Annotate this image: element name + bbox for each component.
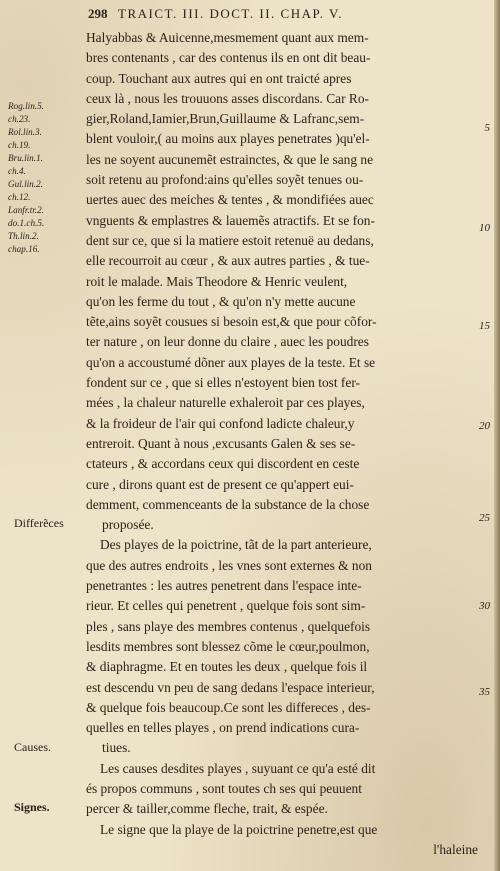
margin-notes xyxy=(8,100,88,256)
margin-note: Th.lin.2. xyxy=(8,231,39,241)
text-line: Les causes desdites playes , suyuant ce qu'a esté dit xyxy=(100,760,376,776)
text-line: les ne soyent aucunemẽt estrainctes, & que le sang ne xyxy=(86,151,374,167)
text-line: és propos communs , sont toutes ch ses qui peuuent xyxy=(86,780,362,796)
text-line: quelles en telles playes , on prend indications cura- xyxy=(86,720,360,736)
margin-note: do.1.ch.5. xyxy=(8,218,45,228)
text-line: & quelque fois beaucoup.Ce sont les differeces , des- xyxy=(86,699,371,715)
text-line: qu'on a accoustumé dõner aux playes de la teste. Et se xyxy=(86,354,376,370)
line-number: 35 xyxy=(479,686,490,698)
text-line: est descendu vn peu de sang dedans l'espace interieur, xyxy=(86,679,375,695)
text-line: uertes auec des meiches & tentes , & mondifiées auec xyxy=(86,192,374,208)
text-line: ceux là , nous les trouuons asses discordans. Car Ro- xyxy=(86,90,370,106)
side-label-signes: Signes. xyxy=(14,800,50,814)
margin-note: Lanfr.tr.2. xyxy=(8,205,44,215)
text-line: fondent sur ce , que si elles n'estoyent bien tost fer- xyxy=(86,375,360,391)
line-number: 30 xyxy=(479,600,490,612)
text-line: ples , sans playe des membres contenus , quelquefois xyxy=(86,618,371,634)
text-line: blent vouloir,( au moins aux playes penetrates )qu'el- xyxy=(86,131,370,147)
margin-note: Rog.lin.5. xyxy=(8,101,44,111)
text-line: Halyabbas & Auicenne,mesmement quant aux mem- xyxy=(86,30,369,45)
text-line: que des autres endroits , les vnes sont externes & non xyxy=(86,557,372,573)
text-line: roit le malade. Mais Theodore & Henric veulent, xyxy=(86,273,348,289)
text-line: soit retenu au profond:ains qu'elles soyẽt tenues ou- xyxy=(86,172,364,188)
margin-note: ch.19. xyxy=(8,140,31,150)
margin-note: Gul.lin.2. xyxy=(8,179,43,189)
text-line: qu'on les ferme du tout , & qu'on n'y mette aucune xyxy=(86,293,356,309)
side-label-causes: Causes. xyxy=(14,740,51,754)
margin-note: ch.4. xyxy=(8,166,26,176)
text-line: tiues. xyxy=(102,740,131,756)
text-line: bres contenants , car des contenus ils en ont dit beau- xyxy=(86,50,371,66)
text-line: Des playes de la poictrine, tãt de la part anterieure, xyxy=(100,537,372,553)
text-line: elle recourroit au cœur , & aux autres parties , & tue- xyxy=(86,253,370,269)
margin-note: Rol.lin.3. xyxy=(8,127,42,137)
page-gutter-shadow xyxy=(494,0,500,871)
text-line: Le signe que la playe de la poictrine penetre,est que xyxy=(100,821,378,837)
running-title: TRAICT. III. DOCT. II. CHAP. V. xyxy=(118,6,344,21)
text-line: ter nature , on leur donne du claire , auec les poudres xyxy=(86,334,369,350)
text-line: mées , la chaleur naturelle exhaleroit par ces playes, xyxy=(86,395,365,411)
text-line: demment, commenceants de la substance de la chose xyxy=(86,496,370,512)
text-line: coup. Touchant aux autres qui en ont traicté apres xyxy=(86,70,352,86)
margin-note: ch.12. xyxy=(8,192,31,202)
line-number: 25 xyxy=(479,512,490,524)
text-line: dent sur ce, que si la matiere estoit retenuë au dedans, xyxy=(86,232,374,248)
text-line: gier,Roland,Iamier,Brun,Guillaume & Lafranc,sem- xyxy=(86,111,365,127)
text-line: penetrantes : les autres penetrent dans l'espace inte- xyxy=(86,578,362,594)
text-line: & diaphragme. Et en toutes les deux , quelque fois il xyxy=(86,659,368,675)
margin-note: Bru.lin.1. xyxy=(8,153,43,163)
text-line: & la froideur de l'air qui confond ladicte chaleur,y xyxy=(86,415,355,431)
page-number: 298 xyxy=(88,6,108,21)
text-line: proposée. xyxy=(102,517,154,533)
margin-note: chap.16. xyxy=(8,244,40,254)
line-number: 10 xyxy=(479,222,490,234)
running-header xyxy=(88,6,488,26)
text-line: tẽte,ains soyẽt cousues si besoin est,& que pour cõfor- xyxy=(86,314,377,330)
line-number: 15 xyxy=(479,320,490,332)
body-text xyxy=(86,28,478,860)
margin-note: ch.23. xyxy=(8,114,31,124)
side-label-differences: Differẽces xyxy=(14,516,64,530)
text-line: l'haleine xyxy=(433,841,478,857)
text-line: rieur. Et celles qui penetrent , quelque fois sont sim- xyxy=(86,598,366,614)
line-number: 20 xyxy=(479,420,490,432)
text-line: entreroit. Quant à nous ,excusants Galen & ses se- xyxy=(86,435,356,451)
text-line: percer & tailler,comme fleche, trait, & espée. xyxy=(86,801,328,817)
text-line: cure , dirons quant est de present ce qu'appert eui- xyxy=(86,476,354,492)
text-line: ctateurs , & accordans ceux qui discordent en ceste xyxy=(86,456,360,472)
text-line: lesdits membres sont blessez cõme le cœur,poulmon, xyxy=(86,638,370,654)
text-line: vnguents & emplastres & lauemẽs atractifs. Et se fon- xyxy=(86,212,375,228)
line-number: 5 xyxy=(484,122,490,134)
